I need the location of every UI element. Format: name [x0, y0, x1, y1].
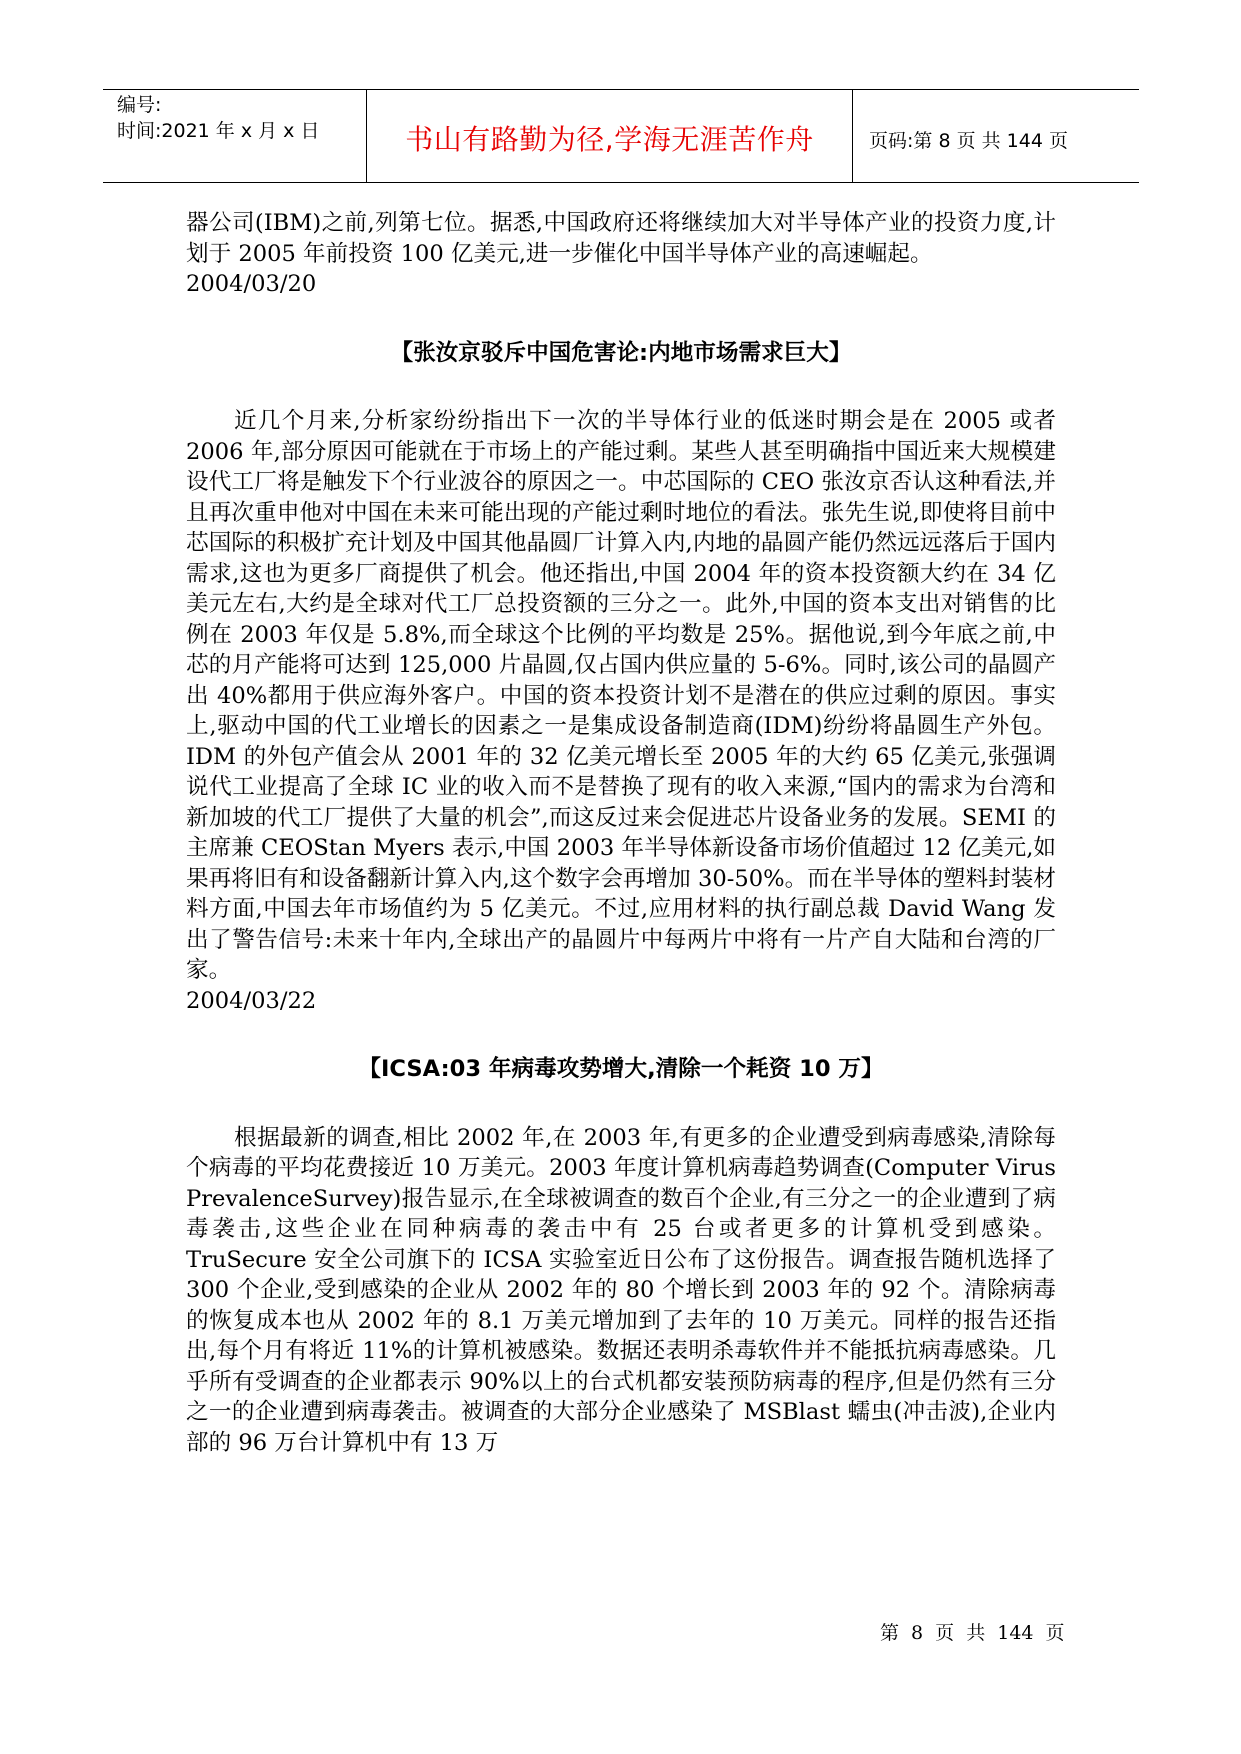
page-header	[103, 89, 1139, 183]
time-label: 时间:2021 年 x 月 x 日	[117, 120, 320, 142]
article-date: 2004/03/22	[186, 987, 317, 1014]
paragraph-continued: 器公司(IBM)之前,列第七位。据悉,中国政府还将继续加大对半导体产业的投资力度,计划于 2005 年前投资 100 亿美元,进一步催化中国半导体产业的高速崛起。	[186, 210, 1056, 267]
number-label: 编号:	[117, 94, 162, 116]
article-heading: 【ICSA:03 年病毒攻势增大,清除一个耗资 10 万】	[358, 1056, 884, 1082]
header-motto-cell	[367, 90, 853, 182]
article-date: 2004/03/20	[186, 271, 317, 297]
article-paragraph: 根据最新的调查,相比 2002 年,在 2003 年,有更多的企业遭受到病毒感染,清除每个病毒的平均花费接近 10 万美元。2003 年度计算机病毒趋势调查(Computer Virus PrevalenceSurvey)报告显示,在全球被调查的数百个企业,有三分之一的企业遭到了病毒袭击,这些企业在同种病毒的袭击中有 25 台或者更多的计算机受到感染。TruSecure 安全公司旗下的 ICSA 实验室近日公布了这份报告。调查报告随机选择了 300 个企业,受到感染的企业从 2002 年的 80 个增长到 2003 年的 92 个。清除病毒的恢复成本也从 2002 年的 8.1 万美元增加到了去年的 10 万美元。同样的报告还指出,每个月有将近 11%的计算机被感染。数据还表明杀毒软件并不能抵抗病毒感染。几乎所有受调查的企业都表示 90%以上的台式机都安装预防病毒的程序,但是仍然有三分之一的企业遭到病毒袭击。被调查的大部分企业感染了 MSBlast 蠕虫(冲击波),企业内部的 96 万台计算机中有 13 万	[186, 1124, 1056, 1456]
article-heading: 【张汝京驳斥中国危害论:内地市场需求巨大】	[390, 339, 852, 366]
document-body	[186, 208, 1056, 1458]
header-meta	[103, 90, 367, 182]
header-page-info: 页码:第 8 页 共 144 页	[869, 129, 1068, 152]
article-paragraph: 近几个月来,分析家纷纷指出下一次的半导体行业的低迷时期会是在 2005 或者 2006 年,部分原因可能就在于市场上的产能过剩。某些人甚至明确指中国近来大规模建设代工厂将是触发下个行业波谷的原因之一。中芯国际的 CEO 张汝京否认这种看法,并且再次重申他对中国在未来可能出现的产能过剩时地位的看法。张先生说,即使将目前中芯国际的积极扩充计划及中国其他晶圆厂计算入内,内地的晶圆产能仍然远远落后于国内需求,这也为更多厂商提供了机会。他还指出,中国 2004 年的资本投资额大约在 34 亿美元左右,大约是全球对代工厂总投资额的三分之一。此外,中国的资本支出对销售的比例在 2003 年仅是 5.8%,而全球这个比例的平均数是 25%。据他说,到今年底之前,中芯的月产能将可达到 125,000 片晶圆,仅占国内供应量的 5-6%。同时,该公司的晶圆产出 40%都用于供应海外客户。中国的资本投资计划不是潜在的供应过剩的原因。事实上,驱动中国的代工业增长的因素之一是集成设备制造商(IDM)纷纷将晶圆生产外包。IDM 的外包产值会从 2001 年的 32 亿美元增长至 2005 年的大约 65 亿美元,张强调说代工业提高了全球 IC 业的收入而不是替换了现有的收入来源,“国内的需求为台湾和新加坡的代工厂提供了大量的机会”,而这反过来会促进芯片设备业务的发展。SEMI 的主席兼 CEOStan Myers 表示,中国 2003 年半导体新设备市场价值超过 12 亿美元,如果再将旧有和设备翻新计算入内,这个数字会再增加 30-50%。而在半导体的塑料封装材料方面,中国去年市场值约为 5 亿美元。不过,应用材料的执行副总裁 David Wang 发出了警告信号:未来十年内,全球出产的晶圆片中每两片中将有一片产自大陆和台湾的厂家。	[186, 408, 1056, 983]
page-footer: 第 8 页 共 144 页	[880, 1622, 1065, 1644]
motto-text: 书山有路勤为径,学海无涯苦作舟	[405, 123, 814, 156]
